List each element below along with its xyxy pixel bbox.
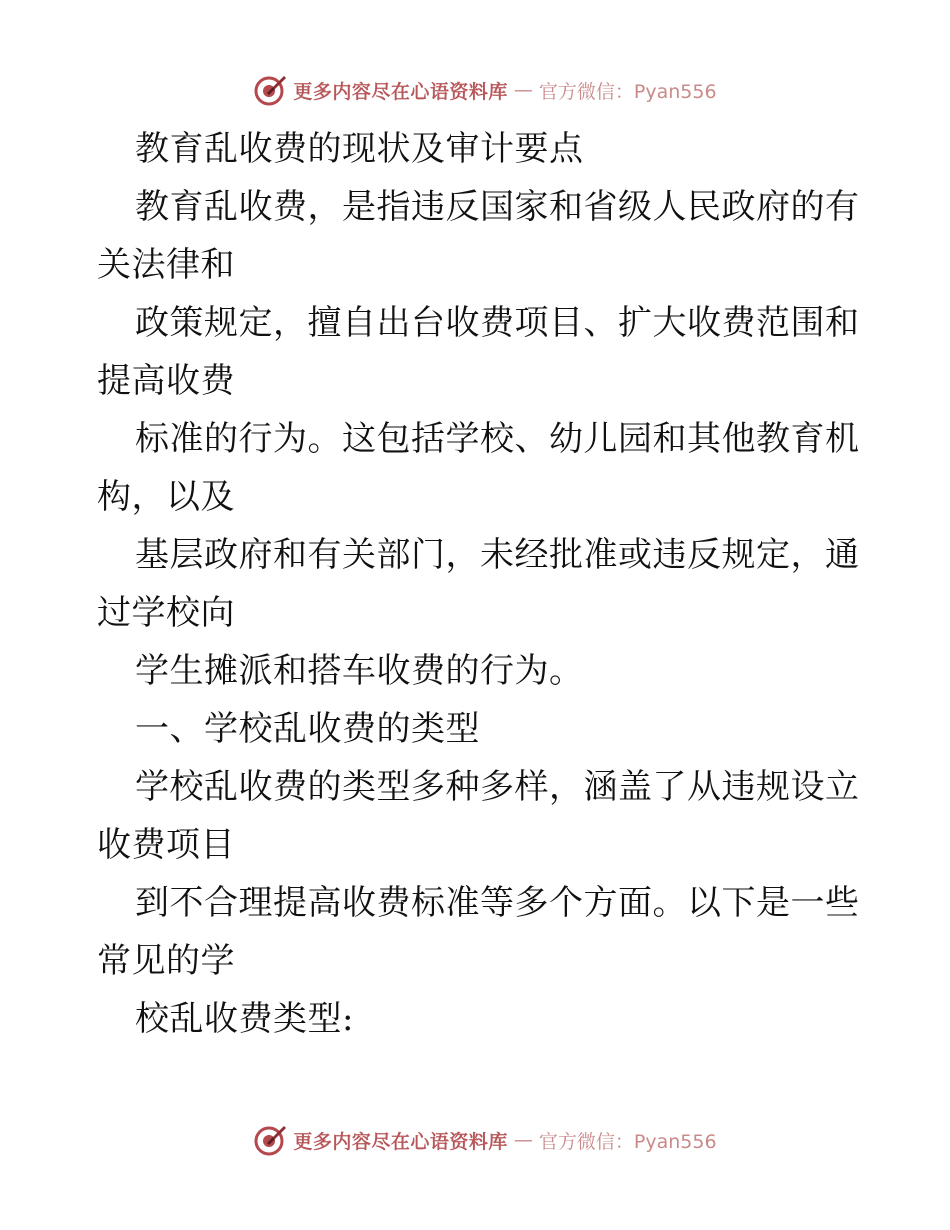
paragraph-line: 构，以及 <box>97 477 235 517</box>
banner-wechat-text: 官方微信：Pyan556 <box>538 1130 717 1153</box>
banner-separator: — <box>513 79 533 101</box>
document-body <box>97 120 860 1048</box>
paragraph-line: 提高收费 <box>97 361 235 401</box>
paragraph-line: 标准的行为。这包括学校、幼儿园和其他教育机 <box>135 419 860 459</box>
quill-pen-logo-icon <box>253 73 287 107</box>
paragraph-line: 学生摊派和搭车收费的行为。 <box>135 651 584 691</box>
quill-pen-logo-icon <box>253 1123 287 1157</box>
paragraph-line: 到不合理提高收费标准等多个方面。以下是一些 <box>135 883 860 923</box>
paragraph-line: 教育乱收费，是指违反国家和省级人民政府的有 <box>135 187 860 227</box>
footer-banner <box>0 1120 950 1160</box>
paragraph-line: 校乱收费类型: <box>135 999 354 1039</box>
header-banner <box>0 70 950 110</box>
banner-site-text: 更多内容尽在心语资料库 <box>293 1130 508 1153</box>
section-heading: 一、学校乱收费的类型 <box>135 709 480 749</box>
document-title: 教育乱收费的现状及审计要点 <box>135 129 584 169</box>
banner-separator: — <box>513 1129 533 1151</box>
paragraph-line: 学校乱收费的类型多种多样，涵盖了从违规设立 <box>135 767 860 807</box>
paragraph-line: 基层政府和有关部门，未经批准或违反规定，通 <box>135 535 860 575</box>
paragraph-line: 关法律和 <box>97 245 235 285</box>
paragraph-line: 政策规定，擅自出台收费项目、扩大收费范围和 <box>135 303 860 343</box>
paragraph-line: 常见的学 <box>97 941 235 981</box>
paragraph-line: 过学校向 <box>97 593 235 633</box>
banner-wechat-text: 官方微信：Pyan556 <box>538 80 717 103</box>
banner-site-text: 更多内容尽在心语资料库 <box>293 80 508 103</box>
paragraph-line: 收费项目 <box>97 825 235 865</box>
